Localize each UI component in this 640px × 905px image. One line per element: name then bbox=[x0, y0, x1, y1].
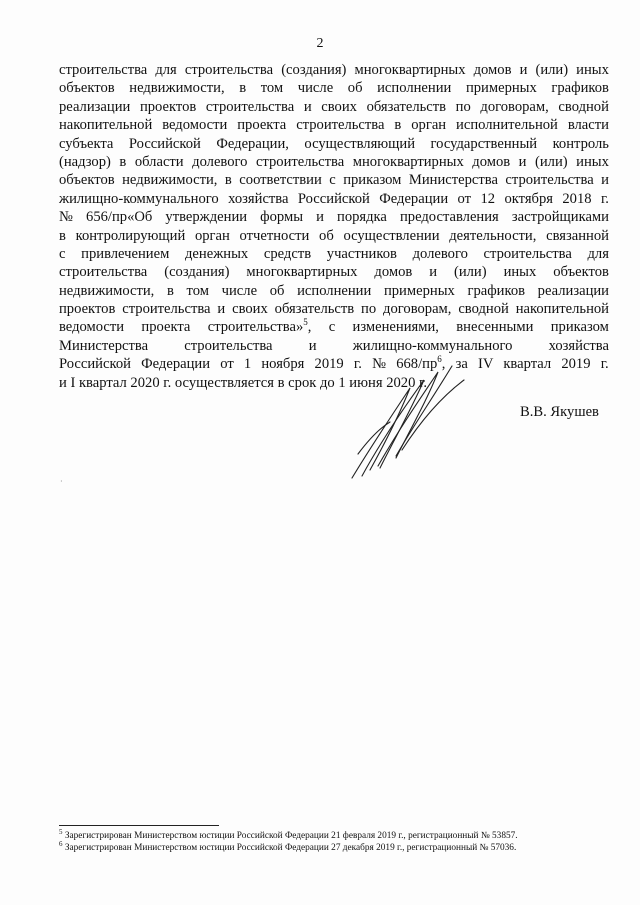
scan-mark: · bbox=[60, 477, 63, 486]
body-line: проектов строительства и своих обязательств по договорам, сводной накопительной bbox=[59, 301, 609, 318]
body-text bbox=[59, 61, 609, 392]
body-line: жилищно-коммунального хозяйства Российской Федерации от 12 октября 2018 г. bbox=[59, 190, 609, 207]
footnote-text: Зарегистрирован Министерством юстиции Российской Федерации 27 декабря 2019 г., регистрационный № 57036. bbox=[64, 843, 517, 853]
body-line: недвижимости, в том числе об исполнении примерных графиков реализации bbox=[59, 282, 609, 299]
body-line: и I квартал 2020 г. осуществляется в срок до 1 июня 2020 г. bbox=[59, 374, 428, 391]
body-line: строительства (создания) многоквартирных домов и (или) иных объектов bbox=[59, 264, 609, 281]
page-number: 2 bbox=[316, 36, 324, 51]
footnote-mark: 5 bbox=[59, 827, 63, 836]
signatory-name: В.В. Якушев bbox=[520, 404, 599, 420]
body-line-part: , за IV квартал 2019 г. bbox=[441, 356, 609, 373]
body-line: накопительной ведомости проекта строительства в орган исполнительной власти bbox=[59, 117, 609, 134]
footnote-5 bbox=[59, 827, 619, 842]
body-line: в контролирующий орган отчетности об осуществлении деятельности, связанной bbox=[59, 227, 609, 244]
body-line-with-footnote-5 bbox=[59, 318, 609, 336]
body-line-part: ведомости проекта строительства» bbox=[59, 319, 304, 336]
footnote-text: Зарегистрирован Министерством юстиции Российской Федерации 21 февраля 2019 г., регистрационный № 53857. bbox=[64, 831, 518, 841]
footnote-ref-5: 5 bbox=[303, 317, 308, 328]
body-line: с привлечением денежных средств участников долевого строительства для bbox=[59, 245, 609, 262]
body-line-with-footnote-6 bbox=[59, 355, 609, 373]
body-line: (надзор) в области долевого строительства многоквартирных домов и (или) иных bbox=[59, 153, 609, 170]
body-line: субъекта Российской Федерации, осуществляющий государственный контроль bbox=[59, 135, 609, 152]
footnotes bbox=[59, 827, 619, 854]
body-line: Министерства строительства и жилищно-коммунального хозяйства bbox=[59, 337, 609, 354]
body-line-part: , с изменениями, внесенными приказом bbox=[307, 319, 609, 336]
footnote-divider bbox=[59, 825, 219, 826]
body-line: строительства для строительства (создания) многоквартирных домов и (или) иных bbox=[59, 62, 609, 78]
body-line: реализации проектов строительства и своих обязательств по договорам, сводной bbox=[59, 98, 609, 115]
body-line: № 656/пр«Об утверждении формы и порядка предоставления застройщиками bbox=[59, 209, 609, 226]
footnote-6 bbox=[59, 839, 619, 854]
body-line-part: Российской Федерации от 1 ноября 2019 г. № 668/пр bbox=[59, 356, 438, 373]
body-line: объектов недвижимости, в соответствии с приказом Министерства строительства и bbox=[59, 172, 609, 189]
footnote-mark: 6 bbox=[59, 839, 63, 848]
footnote-ref-6: 6 bbox=[437, 354, 442, 365]
handwritten-signature bbox=[340, 358, 470, 488]
body-line: объектов недвижимости, в том числе об исполнении примерных графиков bbox=[59, 80, 609, 97]
